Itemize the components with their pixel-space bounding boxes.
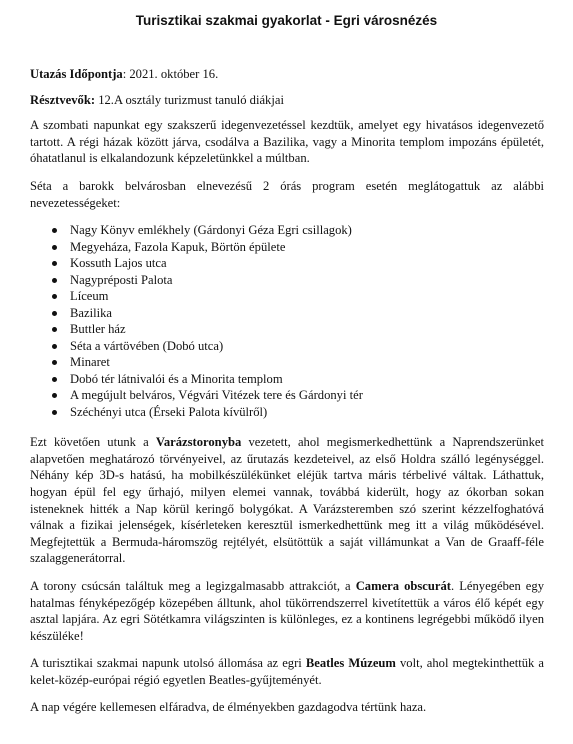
list-item: Minaret (52, 354, 544, 371)
participants-label: Résztvevők: (30, 92, 96, 107)
tower-text-after: vezetett, ahol megismerkedhettünk a Naprendszerünket alapvetően meghatározó törvényeivel, az űrutazás kezdeteivel, az első Holdra szálló legénységgel. Néhány kép 3D-s hatású, ha mobilkészülékünket eléjük tartva máris térbelivé váltak. Láthattuk, hogyan épül fel egy űrhajó, milyen elemei vannak, továbbá kiderült, hogy az ókorban sokan isteneknek hitték a Nap körül keringő bolygókat. A Varázsteremben szó szerint kézzelfoghatóvá válnak a fizikai jelenségek, kísérleteken keresztül ismerkedhettünk meg itt a világ működésével. Megfejtettük a Bermuda-háromszög rejtélyét, elsütöttük a saját villámunkat a Van de Graaff-féle szalaggenerátorral. (30, 435, 544, 566)
document-title: Turisztikai szakmai gyakorlat - Egri városnézés (135, 13, 438, 28)
beatles-museum-name: Beatles Múzeum (305, 656, 396, 671)
list-item: Megyeháza, Fazola Kapuk, Börtön épülete (52, 239, 544, 256)
beatles-paragraph (30, 655, 544, 688)
participants-value: 12.A osztály turizmust tanuló diákjai (95, 92, 284, 107)
tower-text-before: Ezt követően utunk a (30, 435, 156, 450)
walk-paragraph: Séta a barokk belvárosban elnevezésű 2 órás program esetén meglátogattuk az alábbi nevezetességeket: (30, 178, 544, 210)
tower-paragraph (30, 434, 544, 567)
camera-text-after: . Lényegében egy hatalmas fényképezőgép közepében álltunk, ahol tükörrendszerrel kivetítettük a város élő képét egy asztal lapjára. Az egri Sötétkamra világszinten is különleges, ez a kontinens legrégebbi működő ilyen készüléke! (30, 578, 544, 643)
trip-date (30, 66, 544, 83)
camera-text-before: A torony csúcsán találtuk meg a legizgalmasabb attrakciót, a (30, 578, 356, 593)
list-item: Nagypréposti Palota (52, 272, 544, 289)
list-item: Buttler ház (52, 321, 544, 338)
closing-paragraph: A nap végére kellemesen elfáradva, de élményekben gazdagodva tértünk haza. (30, 700, 427, 715)
intro-paragraph: A szombati napunkat egy szakszerű idegenvezetéssel kezdtük, amelyet egy hivatásos idegenvezető tartott. A régi házak között járva, csodálva a Bazilika, vagy a Minorita templom impozáns épületét, óhatatlanul is elkalandozunk képzeletünkkel a múltban. (30, 118, 544, 166)
list-item: Kossuth Lajos utca (52, 255, 544, 272)
beatles-text-before: A turisztikai szakmai napunk utolsó állomása az egri (30, 656, 306, 671)
beatles-text-after: volt, ahol megtekinthettük a kelet-közép-európai régió egyetlen Beatles-gyűjteményét. (30, 656, 544, 687)
sights-list (30, 222, 544, 420)
trip-date-value: : 2021. október 16. (122, 67, 219, 81)
list-item: Nagy Könyv emlékhely (Gárdonyi Géza Egri csillagok) (52, 222, 544, 239)
document-body (30, 66, 544, 727)
list-item: A megújult belváros, Végvári Vitézek tere és Gárdonyi tér (52, 387, 544, 404)
camera-paragraph (30, 578, 544, 644)
list-item: Bazilika (52, 305, 544, 322)
list-item: Széchényi utca (Érseki Palota kívülről) (52, 404, 544, 421)
trip-date-label: Utazás Időpontja (30, 67, 123, 81)
list-item: Líceum (52, 288, 544, 305)
list-item: Dobó tér látnivalói és a Minorita templom (52, 371, 544, 388)
tower-name: Varázstoronyba (155, 435, 242, 450)
participants (30, 92, 544, 109)
camera-name: Camera obscurát (355, 578, 451, 593)
list-item: Séta a vártövében (Dobó utca) (52, 338, 544, 355)
